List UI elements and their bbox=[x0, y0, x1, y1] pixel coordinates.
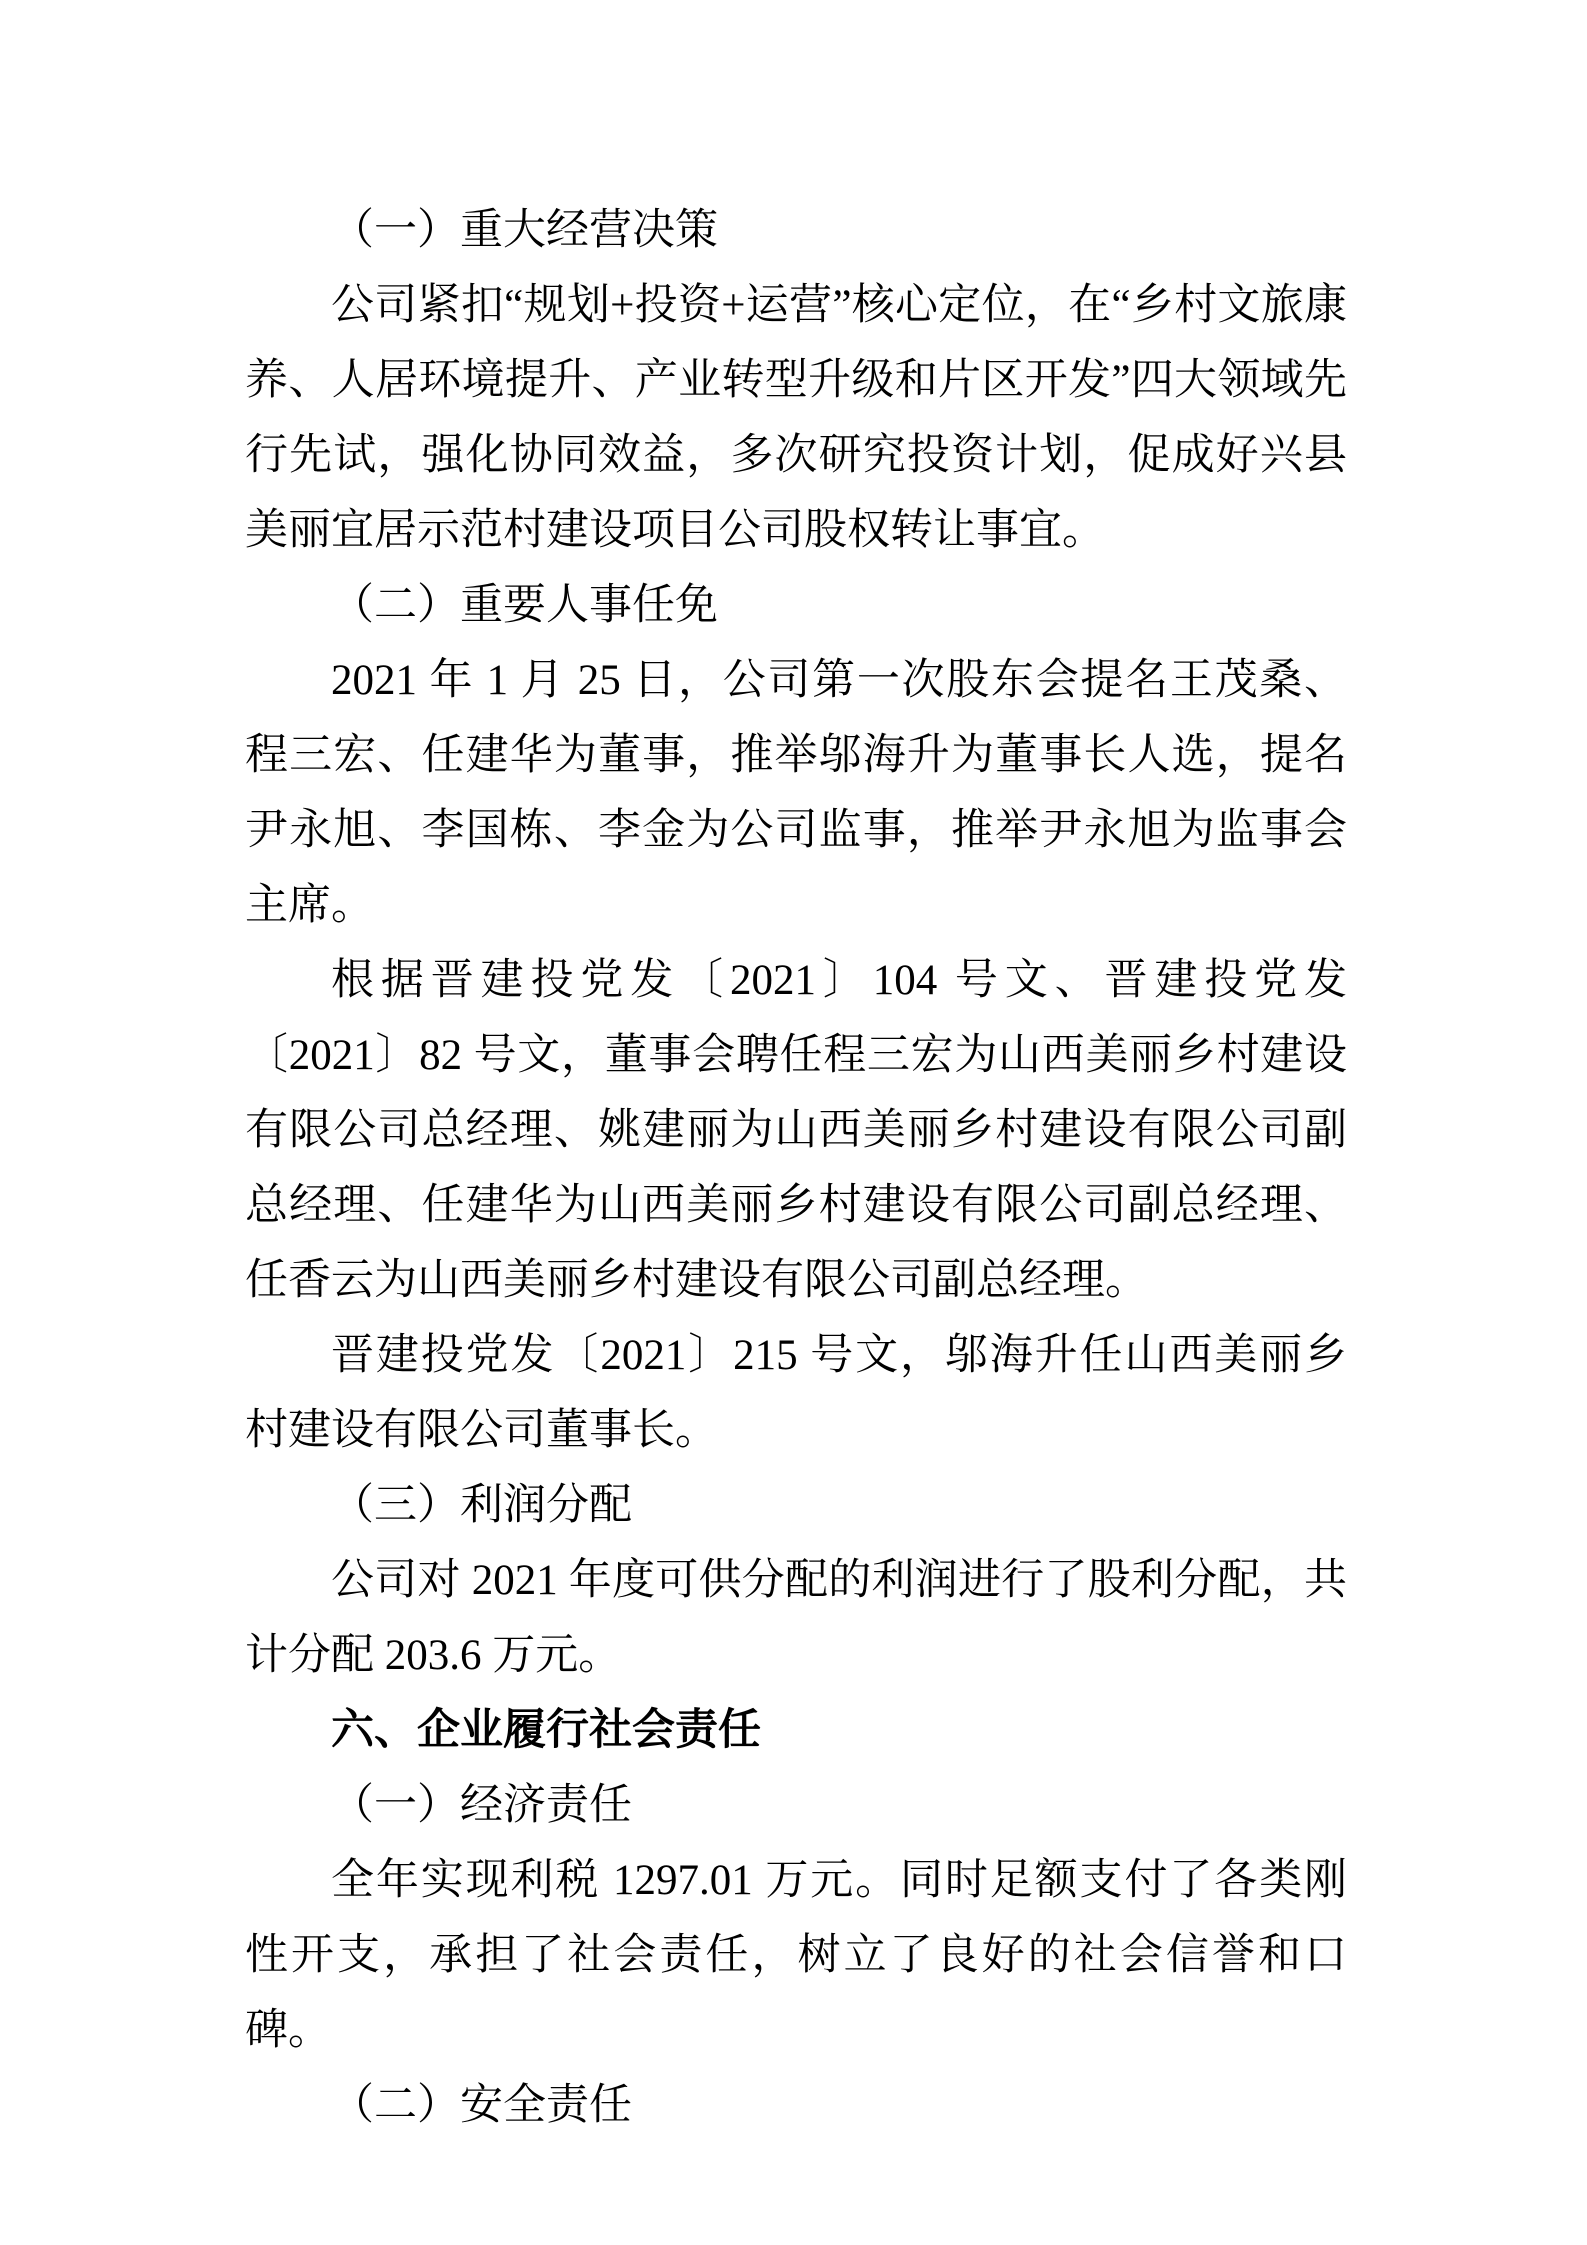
paragraph-profit-distribution: 公司对 2021 年度可供分配的利润进行了股利分配，共计分配 203.6 万元。 bbox=[245, 1557, 1347, 1679]
subheading-economic-responsibility: （一）经济责任 bbox=[331, 1782, 632, 1829]
subheading-major-business-decisions: （一）重大经营决策 bbox=[331, 207, 718, 254]
subheading-profit-distribution: （三）利润分配 bbox=[331, 1482, 632, 1529]
paragraph-economic-responsibility: 全年实现利税 1297.01 万元。同时足额支付了各类刚性开支，承担了社会责任，树立了良好的社会信誉和口碑。 bbox=[245, 1857, 1347, 2054]
paragraph-business-decisions: 公司紧扣“规划+投资+运营”核心定位，在“乡村文旅康养、人居环境提升、产业转型升级和片区开发”四大领域先行先试，强化协同效益，多次研究投资计划，促成好兴县美丽宜居示范村建设项目公司股权转让事宜。 bbox=[245, 282, 1347, 554]
paragraph-chairman-appointment: 晋建投党发〔2021〕215 号文，邬海升任山西美丽乡村建设有限公司董事长。 bbox=[245, 1332, 1347, 1454]
subheading-safety-responsibility: （二）安全责任 bbox=[331, 2082, 632, 2129]
paragraph-board-management-appointments: 根据晋建投党发〔2021〕104 号文、晋建投党发〔2021〕82 号文，董事会聘任程三宏为山西美丽乡村建设有限公司总经理、姚建丽为山西美丽乡村建设有限公司副总经理、任建华为山西美丽乡村建设有限公司副总经理、任香云为山西美丽乡村建设有限公司副总经理。 bbox=[245, 957, 1347, 1304]
subheading-personnel-appointments: （二）重要人事任免 bbox=[331, 582, 718, 629]
document-content bbox=[245, 193, 1347, 2143]
heading-social-responsibility: 六、企业履行社会责任 bbox=[331, 1706, 761, 1754]
paragraph-shareholder-meeting-nominations: 2021 年 1 月 25 日，公司第一次股东会提名王茂桑、程三宏、任建华为董事，推举邬海升为董事长人选，提名尹永旭、李国栋、李金为公司监事，推举尹永旭为监事会主席。 bbox=[245, 657, 1347, 929]
